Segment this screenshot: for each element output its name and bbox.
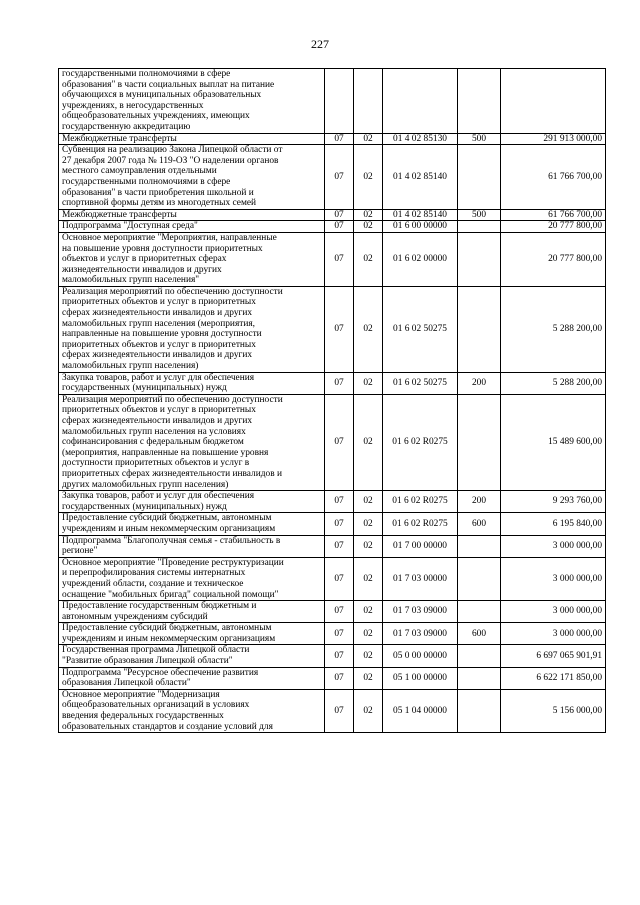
table-row	[59, 69, 606, 134]
table-row	[59, 491, 606, 513]
row-csr: 01 4 02 85130	[383, 133, 458, 145]
row-name-line: образования Липецкой области"	[62, 678, 191, 689]
row-name	[59, 69, 325, 134]
row-name-line: Закупка товаров, работ и услуг для обеспечения	[62, 491, 255, 502]
row-rz: 07	[325, 145, 354, 210]
row-rz: 07	[325, 601, 354, 623]
row-name-line: Подпрограмма "Ресурсное обеспечение развития	[62, 667, 259, 678]
row-name	[59, 689, 325, 732]
row-sum: 5 288 200,00	[501, 286, 606, 372]
row-name-line: введения федеральных государственных	[62, 711, 224, 722]
row-name-line: направленные на повышение уровня доступности	[62, 329, 262, 340]
row-vr	[458, 394, 501, 490]
row-name-line: Предоставление субсидий бюджетным, автономным	[62, 623, 272, 634]
row-pr: 02	[354, 667, 383, 689]
row-vr: 200	[458, 491, 501, 513]
row-name	[59, 286, 325, 372]
row-vr	[458, 667, 501, 689]
row-sum: 5 156 000,00	[501, 689, 606, 732]
row-name-line: Основное мероприятие "Проведение реструктуризации	[62, 557, 284, 568]
row-csr: 01 6 02 50275	[383, 286, 458, 372]
row-pr: 02	[354, 491, 383, 513]
table-row	[59, 689, 606, 732]
row-csr	[383, 69, 458, 134]
row-name-line: Субвенция на реализацию Закона Липецкой области от	[62, 145, 283, 156]
row-name-line: маломобильных групп населения)	[62, 361, 199, 372]
row-csr: 01 7 03 09000	[383, 623, 458, 645]
row-name-line: Межбюджетные трансферты	[62, 133, 177, 144]
row-name	[59, 133, 325, 145]
row-vr	[458, 221, 501, 233]
row-name-line: учреждений области, создание и техническое	[62, 578, 244, 589]
row-vr	[458, 601, 501, 623]
row-pr: 02	[354, 286, 383, 372]
row-pr: 02	[354, 221, 383, 233]
row-name-line: Основное мероприятие "Мероприятия, направленные	[62, 232, 277, 243]
row-rz: 07	[325, 221, 354, 233]
row-name-line: Межбюджетные трансферты	[62, 209, 177, 220]
row-name-line: 27 декабря 2007 года № 119-ОЗ "О наделении органов	[62, 155, 279, 166]
row-name-line: образовательных стандартов и создание условий для	[62, 721, 273, 732]
table-row	[59, 557, 606, 600]
row-vr	[458, 286, 501, 372]
row-name-line: Предоставление субсидий бюджетным, автономным	[62, 513, 272, 524]
row-name-line: регионе"	[62, 546, 98, 557]
row-rz: 07	[325, 209, 354, 221]
row-name-line: Реализация мероприятий по обеспечению доступности	[62, 286, 283, 297]
table-row	[59, 535, 606, 557]
row-pr: 02	[354, 232, 383, 286]
row-csr: 01 4 02 85140	[383, 209, 458, 221]
row-name-line: государственных (муниципальных) нужд	[62, 383, 227, 394]
row-name-line: Подпрограмма "Благополучная семья - стабильность в	[62, 535, 281, 546]
row-name-line: обучающихся в муниципальных образовательных	[62, 90, 262, 101]
row-name-line: маломобильных групп населения"	[62, 275, 200, 286]
row-name	[59, 667, 325, 689]
row-rz: 07	[325, 689, 354, 732]
row-name-line: автономным учреждениям субсидий	[62, 611, 208, 622]
row-sum: 20 777 800,00	[501, 232, 606, 286]
row-rz: 07	[325, 286, 354, 372]
row-pr: 02	[354, 535, 383, 557]
row-vr: 200	[458, 372, 501, 394]
row-vr: 600	[458, 623, 501, 645]
row-sum: 20 777 800,00	[501, 221, 606, 233]
row-pr: 02	[354, 557, 383, 600]
row-name	[59, 601, 325, 623]
row-sum: 3 000 000,00	[501, 557, 606, 600]
table-row	[59, 372, 606, 394]
table-row	[59, 645, 606, 667]
row-csr: 01 6 00 00000	[383, 221, 458, 233]
row-name-line: общеобразовательных учреждениях, имеющих	[62, 111, 250, 122]
row-pr: 02	[354, 645, 383, 667]
row-sum: 291 913 000,00	[501, 133, 606, 145]
row-name-line: приоритетных объектов и услуг в приоритетных	[62, 297, 256, 308]
row-pr: 02	[354, 623, 383, 645]
row-name	[59, 209, 325, 221]
row-name	[59, 645, 325, 667]
table-row	[59, 232, 606, 286]
table-row	[59, 145, 606, 210]
row-rz: 07	[325, 394, 354, 490]
row-name-line: приоритетных объектов и услуг в приоритетных	[62, 405, 256, 416]
row-pr	[354, 69, 383, 134]
row-name-line: спортивной формы детям из многодетных семей	[62, 198, 257, 209]
table-row	[59, 286, 606, 372]
row-sum: 3 000 000,00	[501, 601, 606, 623]
row-rz: 07	[325, 645, 354, 667]
row-pr: 02	[354, 372, 383, 394]
row-vr	[458, 232, 501, 286]
row-rz: 07	[325, 623, 354, 645]
row-pr: 02	[354, 689, 383, 732]
row-name-line: общеобразовательных организаций в условиях	[62, 700, 250, 711]
row-sum: 15 489 600,00	[501, 394, 606, 490]
row-name	[59, 491, 325, 513]
row-csr: 01 6 02 00000	[383, 232, 458, 286]
row-name	[59, 557, 325, 600]
table-row	[59, 394, 606, 490]
row-csr: 01 7 03 00000	[383, 557, 458, 600]
row-vr	[458, 535, 501, 557]
row-rz: 07	[325, 491, 354, 513]
table-row	[59, 221, 606, 233]
row-name-line: "Развитие образования Липецкой области"	[62, 656, 233, 667]
row-name-line: и перепрофилирования системы интернатных	[62, 568, 246, 579]
row-name-line: приоритетных объектов и услуг в приоритетных	[62, 339, 256, 350]
row-csr: 01 6 02 50275	[383, 372, 458, 394]
row-sum: 3 000 000,00	[501, 535, 606, 557]
row-rz: 07	[325, 133, 354, 145]
row-name-line: оснащение "мобильных бригад" социальной помощи"	[62, 589, 279, 600]
row-name	[59, 513, 325, 535]
row-name-line: Закупка товаров, работ и услуг для обеспечения	[62, 372, 255, 383]
row-name-line: на повышение уровня доступности приоритетных	[62, 243, 263, 254]
row-rz	[325, 69, 354, 134]
table-row	[59, 133, 606, 145]
row-sum: 6 622 171 850,00	[501, 667, 606, 689]
row-name-line: государственных (муниципальных) нужд	[62, 501, 227, 512]
row-sum	[501, 69, 606, 134]
table-row	[59, 601, 606, 623]
row-name-line: учреждениях, в негосударственных	[62, 100, 204, 111]
row-sum: 3 000 000,00	[501, 623, 606, 645]
row-vr	[458, 645, 501, 667]
row-name-line: других маломобильных групп населения)	[62, 479, 229, 490]
row-name-line: объектов и услуг в приоритетных сферах	[62, 254, 227, 265]
row-vr	[458, 69, 501, 134]
row-rz: 07	[325, 232, 354, 286]
row-name	[59, 623, 325, 645]
row-name	[59, 145, 325, 210]
row-csr: 05 1 04 00000	[383, 689, 458, 732]
row-vr	[458, 689, 501, 732]
row-csr: 01 6 02 R0275	[383, 513, 458, 535]
row-rz: 07	[325, 557, 354, 600]
row-sum: 61 766 700,00	[501, 145, 606, 210]
table-row	[59, 623, 606, 645]
row-rz: 07	[325, 535, 354, 557]
row-name-line: учреждениям и иным некоммерческим организациям	[62, 633, 276, 644]
row-name-line: сферах жизнедеятельности инвалидов и других	[62, 350, 253, 361]
budget-table-body	[59, 69, 606, 733]
row-name-line: жизнедеятельности инвалидов и других	[62, 264, 222, 275]
row-sum: 6 697 065 901,91	[501, 645, 606, 667]
row-rz: 07	[325, 667, 354, 689]
row-csr: 05 1 00 00000	[383, 667, 458, 689]
row-name	[59, 372, 325, 394]
row-name-line: доступности приоритетных объектов и услуг в	[62, 458, 250, 469]
table-row	[59, 667, 606, 689]
row-name-line: софинансирования с федеральным бюджетом	[62, 437, 244, 448]
row-name-line: Реализация мероприятий по обеспечению доступности	[62, 394, 283, 405]
row-name-line: маломобильных групп населения на условиях	[62, 426, 246, 437]
row-vr: 500	[458, 133, 501, 145]
row-name-line: государственную аккредитацию	[62, 121, 191, 132]
row-name-line: Основное мероприятие "Модернизация	[62, 689, 220, 700]
row-name-line: маломобильных групп населения (мероприятия,	[62, 318, 256, 329]
row-name-line: сферах жизнедеятельности инвалидов и других	[62, 308, 253, 319]
row-vr	[458, 145, 501, 210]
row-sum: 6 195 840,00	[501, 513, 606, 535]
row-pr: 02	[354, 133, 383, 145]
row-name-line: (мероприятия, направленные на повышение уровня	[62, 447, 269, 458]
row-name-line: Предоставление государственным бюджетным и	[62, 601, 257, 612]
row-vr: 600	[458, 513, 501, 535]
row-vr: 500	[458, 209, 501, 221]
row-name-line: учреждениям и иным некоммерческим организациям	[62, 523, 276, 534]
row-name-line: Подпрограмма "Доступная среда"	[62, 221, 198, 232]
row-csr: 01 6 02 R0275	[383, 491, 458, 513]
row-sum: 9 293 760,00	[501, 491, 606, 513]
row-name-line: местного самоуправления отдельными	[62, 166, 217, 177]
row-pr: 02	[354, 394, 383, 490]
row-csr: 01 7 00 00000	[383, 535, 458, 557]
row-pr: 02	[354, 601, 383, 623]
row-name-line: сферах жизнедеятельности инвалидов и других	[62, 416, 253, 426]
row-name-line: приоритетных сферах жизнедеятельности инвалидов и	[62, 468, 282, 479]
row-name	[59, 232, 325, 286]
row-name-line: Государственная программа Липецкой области	[62, 645, 250, 656]
table-row	[59, 209, 606, 221]
row-sum: 5 288 200,00	[501, 372, 606, 394]
row-rz: 07	[325, 513, 354, 535]
row-pr: 02	[354, 145, 383, 210]
row-rz: 07	[325, 372, 354, 394]
row-csr: 01 7 03 09000	[383, 601, 458, 623]
row-csr: 01 4 02 85140	[383, 145, 458, 210]
row-name	[59, 221, 325, 233]
row-name	[59, 394, 325, 490]
row-pr: 02	[354, 209, 383, 221]
row-pr: 02	[354, 513, 383, 535]
table-row	[59, 513, 606, 535]
row-sum: 61 766 700,00	[501, 209, 606, 221]
row-csr: 01 6 02 R0275	[383, 394, 458, 490]
budget-table	[58, 68, 606, 733]
row-csr: 05 0 00 00000	[383, 645, 458, 667]
row-name-line: образования" в части социальных выплат на питание	[62, 79, 275, 90]
row-vr	[458, 557, 501, 600]
page-number: 227	[311, 37, 329, 51]
row-name	[59, 535, 325, 557]
row-name-line: государственными полномочиями в сфере	[62, 176, 231, 187]
row-name-line: образования" в части приобретения школьной и	[62, 187, 254, 198]
row-name-line: государственными полномочиями в сфере	[62, 69, 231, 79]
